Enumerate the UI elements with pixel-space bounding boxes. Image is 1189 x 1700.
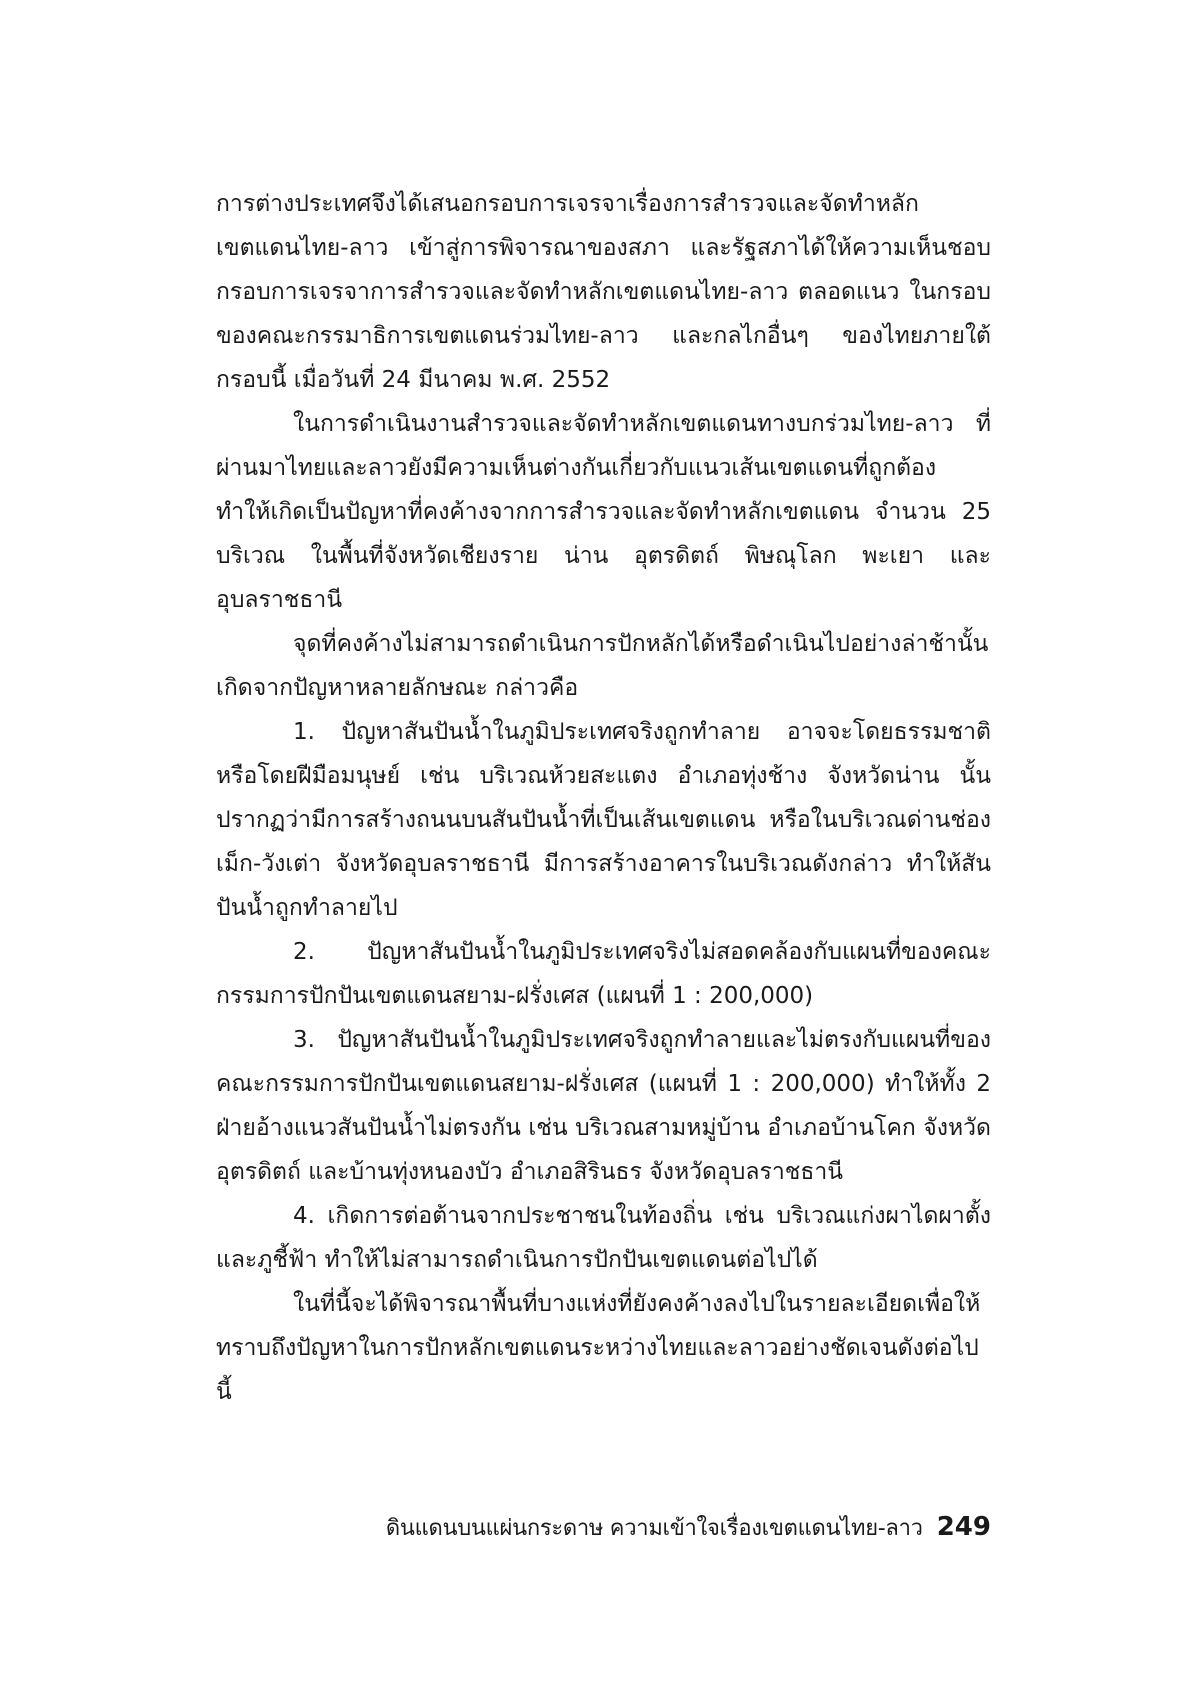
running-footer [216,1510,991,1545]
book-title: ดินแดนบนแผ่นกระดาษ ความเข้าใจเรื่องเขตแดนไทย-ลาว [385,1516,923,1541]
paragraph-7-item-4: 4. เกิดการต่อต้านจากประชาชนในท้องถิ่น เช่น บริเวณแก่งผาไดผาตั้ง และภูชี้ฟ้า ทำให้ไม่สามารถดำเนินการปักปันเขตแดนต่อไปได้ [216,1203,991,1273]
paragraph-8: ในที่นี้จะได้พิจารณาพื้นที่บางแห่งที่ยังคงค้างลงไปในรายละเอียดเพื่อให้ทราบถึงปัญหาในการปักหลักเขตแดนระหว่างไทยและลาวอย่างชัดเจนดังต่อไปนี้ [216,1291,981,1405]
paragraph-1: การต่างประเทศจึงได้เสนอกรอบการเจรจาเรื่องการสำรวจและจัดทำหลักเขตแดนไทย-ลาว เข้าสู่การพิจารณาของสภา และรัฐสภาได้ให้ความเห็นชอบกรอบการเจรจาการสำรวจและจัดทำหลักเขตแดนไทย-ลาว ตลอดแนว ในกรอบของคณะกรรมาธิการเขตแดนร่วมไทย-ลาว และกลไกอื่นๆ ของไทยภายใต้กรอบนี้ เมื่อวันที่ 24 มีนาคม พ.ศ. 2552 [216,191,991,393]
body-text [216,182,991,1414]
paragraph-2: ในการดำเนินงานสำรวจและจัดทำหลักเขตแดนทางบกร่วมไทย-ลาว ที่ผ่านมาไทยและลาวยังมีความเห็นต่างกันเกี่ยวกับแนวเส้นเขตแดนที่ถูกต้อง ทำให้เกิดเป็นปัญหาที่คงค้างจากการสำรวจและจัดทำหลักเขตแดน จำนวน 25 บริเวณ ในพื้นที่จังหวัดเชียงราย น่าน อุตรดิตถ์ พิษณุโลก พะเยา และอุบลราชธานี [216,411,991,613]
paragraph-5-item-2: 2. ปัญหาสันปันน้ำในภูมิประเทศจริงไม่สอดคล้องกับแผนที่ของคณะกรรมการปักปันเขตแดนสยาม-ฝรั่งเศส (แผนที่ 1 : 200,000) [216,939,991,1009]
paragraph-6-item-3: 3. ปัญหาสันปันน้ำในภูมิประเทศจริงถูกทำลายและไม่ตรงกับแผนที่ของคณะกรรมการปักปันเขตแดนสยาม-ฝรั่งเศส (แผนที่ 1 : 200,000) ทำให้ทั้ง 2 ฝ่ายอ้างแนวสันปันน้ำไม่ตรงกัน เช่น บริเวณสามหมู่บ้าน อำเภอบ้านโคก จังหวัดอุตรดิตถ์ และบ้านทุ่งหนองบัว อำเภอสิรินธร จังหวัดอุบลราชธานี [216,1027,991,1185]
paragraph-3: จุดที่คงค้างไม่สามารถดำเนินการปักหลักได้หรือดำเนินไปอย่างล่าช้านั้นเกิดจากปัญหาหลายลักษณะ กล่าวคือ [216,631,989,701]
page-number: 249 [936,1512,991,1542]
paragraph-4-item-1: 1. ปัญหาสันปันน้ำในภูมิประเทศจริงถูกทำลาย อาจจะโดยธรรมชาติหรือโดยฝีมือมนุษย์ เช่น บริเวณห้วยสะแตง อำเภอทุ่งช้าง จังหวัดน่าน นั้นปรากฏว่ามีการสร้างถนนบนสันปันน้ำที่เป็นเส้นเขตแดน หรือในบริเวณด่านช่องเม็ก-วังเต่า จังหวัดอุบลราชธานี มีการสร้างอาคารในบริเวณดังกล่าว ทำให้สันปันน้ำถูกทำลายไป [216,719,991,921]
